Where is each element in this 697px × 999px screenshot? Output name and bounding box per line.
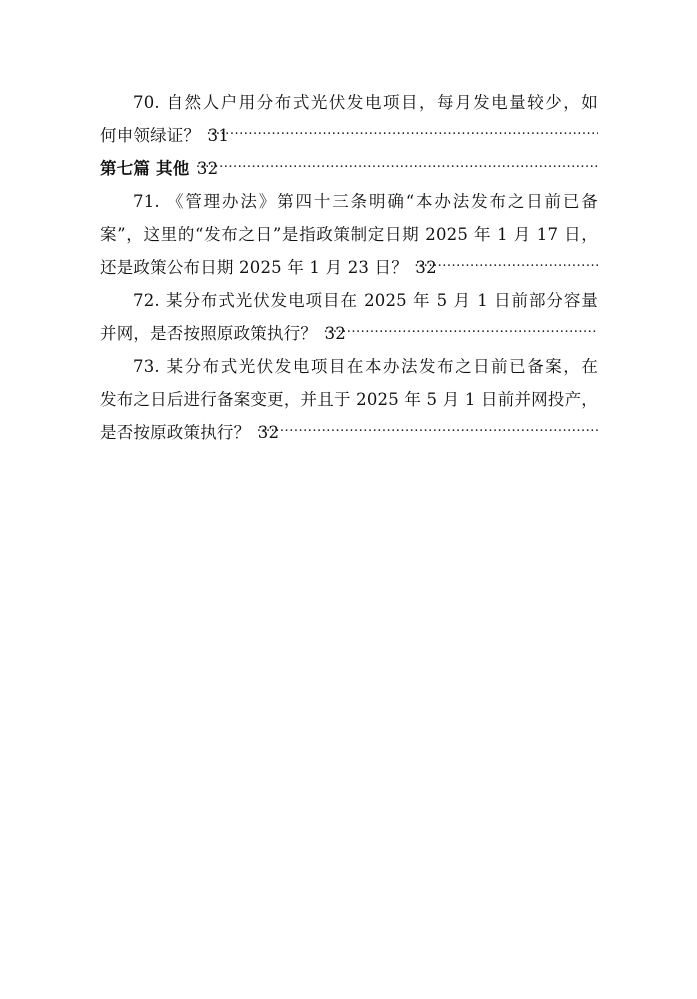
toc-entry-text: 何申领绿证？ [100, 126, 201, 145]
toc-entry-72[interactable] [100, 284, 598, 350]
toc-entry-text: 72. 某分布式光伏发电项目在 2025 年 5 月 1 日前部分容量 [133, 291, 598, 310]
section-title: 第七篇 其他 [100, 159, 190, 178]
page-number: 32 [257, 423, 280, 442]
toc-entry-leader-line [100, 119, 598, 152]
toc-entry-leader-line [100, 152, 598, 185]
toc-entry-73[interactable] [100, 350, 598, 449]
toc-entry-70[interactable] [100, 86, 598, 152]
page-number: 32 [415, 258, 437, 277]
toc-entry-leader-line [100, 416, 598, 449]
toc-entry-71[interactable] [100, 185, 598, 284]
page-number: 31 [207, 126, 230, 145]
toc-section-7[interactable] [100, 152, 598, 185]
table-of-contents [100, 86, 598, 449]
toc-entry-leader-line [100, 317, 598, 350]
toc-entry-text: 70. 自然人户用分布式光伏发电项目，每月发电量较少，如 [133, 93, 598, 112]
toc-entry-text: 并网，是否按照原政策执行？ [100, 324, 318, 343]
toc-entry-leader-line [100, 251, 598, 284]
toc-entry-text: 发布之日后进行备案变更，并且于 2025 年 5 月 1 日前并网投产， [100, 390, 598, 409]
toc-entry-text: 73. 某分布式光伏发电项目在本办法发布之日前已备案，在 [133, 357, 598, 376]
page-number: 32 [324, 324, 346, 343]
toc-entry-text: 是否按原政策执行？ [100, 423, 251, 442]
toc-entry-text: 还是政策公布日期 2025 年 1 月 23 日？ [100, 258, 408, 277]
toc-entry-text: 案”，这里的“发布之日”是指政策制定日期 2025 年 1 月 17 日， [100, 225, 598, 244]
toc-entry-text: 71. 《管理办法》第四十三条明确“本办法发布之日前已备 [133, 192, 598, 211]
page-number: 32 [196, 159, 219, 178]
